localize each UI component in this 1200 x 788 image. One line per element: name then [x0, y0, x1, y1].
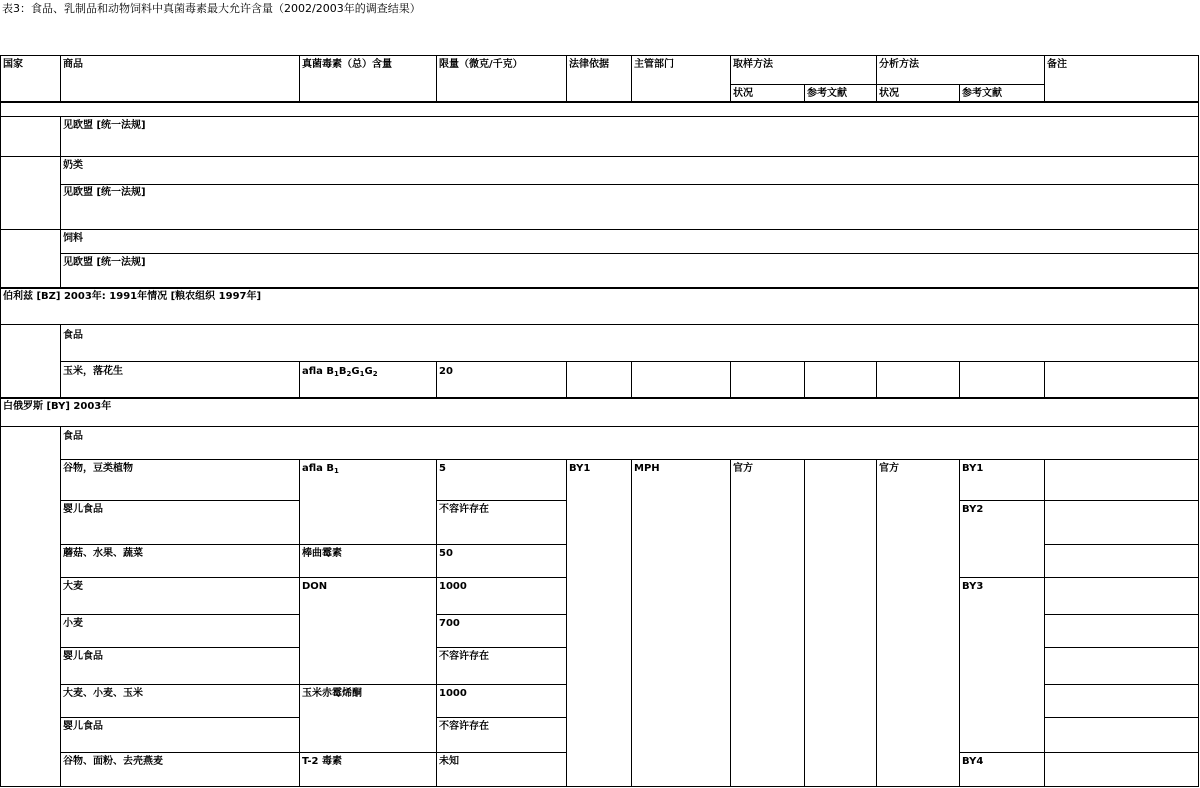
- table-title: 表3：食品、乳制品和动物饲料中真菌毒素最大允许含量（2002/2003年的调查结果）: [2, 2, 421, 15]
- table-row-toxin: afla $B_1$: [302, 463, 339, 475]
- header-sampling-status: 状况: [733, 88, 753, 99]
- header-authority: 主管部门: [634, 59, 674, 70]
- table-row-commodity: 谷物，豆类植物: [63, 463, 133, 474]
- header-remarks: 备注: [1047, 59, 1067, 70]
- header-sampling-reference: 参考文献: [807, 88, 847, 99]
- header-limit: 限量（微克/千克）: [439, 59, 523, 70]
- table-row-limit: 1000: [439, 688, 467, 699]
- table-row-reference: BY2: [962, 504, 984, 515]
- table-row-limit: 5: [439, 463, 446, 474]
- belarus-heading: 白俄罗斯 [BY] 2003年: [3, 401, 112, 412]
- table-row-commodity: 蘑菇、水果、蔬菜: [63, 548, 143, 559]
- belarus-authority: MPH: [634, 463, 660, 474]
- table-row-commodity: 小麦: [63, 618, 83, 629]
- table-row-limit: 不容许存在: [439, 651, 489, 662]
- dairy-label: 奶类: [63, 160, 83, 171]
- eu-reference: 见欧盟 [统一法规]: [63, 120, 146, 131]
- header-sampling: 取样方法: [733, 59, 773, 70]
- dairy-eu-reference: 见欧盟 [统一法规]: [63, 187, 146, 198]
- table-row-commodity: 大麦、小麦、玉米: [63, 688, 143, 699]
- belarus-legal-basis: BY1: [569, 463, 591, 474]
- belarus-sampling-status: 官方: [733, 463, 753, 474]
- header-country: 国家: [3, 59, 23, 70]
- header-legal-basis: 法律依据: [569, 59, 609, 70]
- table-row-limit: 50: [439, 548, 453, 559]
- belize-limit: 20: [439, 366, 453, 377]
- feed-label: 饲料: [63, 233, 83, 244]
- table-row-limit: 1000: [439, 581, 467, 592]
- header-mycotoxin: 真菌毒素（总）含量: [302, 59, 392, 70]
- table-row-limit: 不容许存在: [439, 721, 489, 732]
- table-row-commodity: 谷物、面粉、去壳燕麦: [63, 756, 163, 767]
- belize-toxin: afla $B_1B_2G_1G_2$: [302, 366, 378, 378]
- table-row-toxin: 棒曲霉素: [302, 548, 342, 559]
- table-row-reference: BY3: [962, 581, 984, 592]
- header-analysis-status: 状况: [879, 88, 899, 99]
- belarus-food-label: 食品: [63, 431, 83, 442]
- belize-food-label: 食品: [63, 330, 83, 341]
- table-row-commodity: 婴儿食品: [63, 504, 103, 515]
- table-row-reference: BY1: [962, 463, 984, 474]
- table-row-commodity: 大麦: [63, 581, 83, 592]
- table-row-limit: 未知: [439, 756, 459, 767]
- belarus-analysis-status: 官方: [879, 463, 899, 474]
- table-row-reference: BY4: [962, 756, 984, 767]
- table-row-toxin: 玉米赤霉烯酮: [302, 688, 362, 699]
- table-row-commodity: 婴儿食品: [63, 721, 103, 732]
- table-row-toxin: T-2 毒素: [302, 756, 342, 767]
- header-analysis-reference: 参考文献: [962, 88, 1002, 99]
- header-analysis: 分析方法: [879, 59, 919, 70]
- belize-commodity: 玉米，落花生: [63, 366, 123, 377]
- belize-heading: 伯利兹 [BZ] 2003年: 1991年情况 [粮农组织 1997年]: [3, 291, 262, 302]
- header-commodity: 商品: [63, 59, 83, 70]
- table-row-limit: 不容许存在: [439, 504, 489, 515]
- table-row-commodity: 婴儿食品: [63, 651, 103, 662]
- feed-eu-reference: 见欧盟 [统一法规]: [63, 257, 146, 268]
- table-row-limit: 700: [439, 618, 460, 629]
- table-row-toxin: DON: [302, 581, 328, 592]
